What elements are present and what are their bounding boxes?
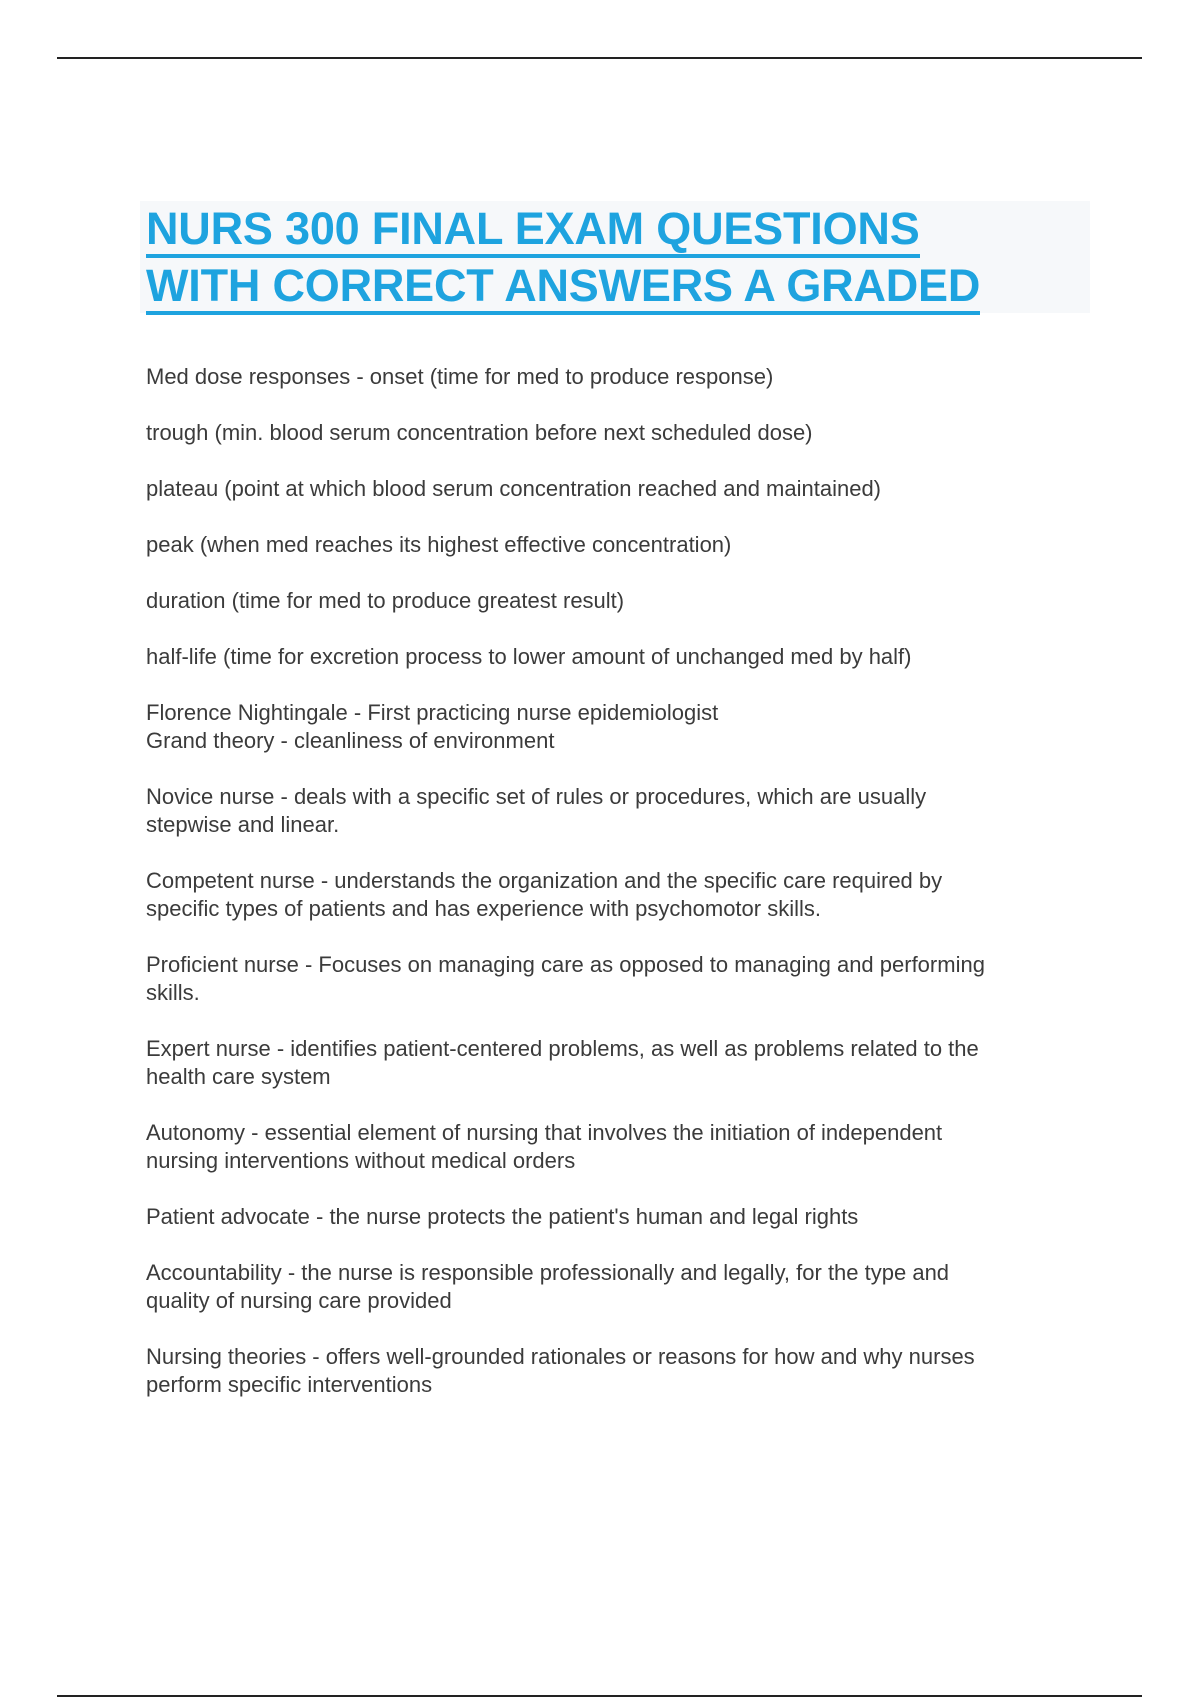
entry-text-line: Expert nurse - identifies patient-centered problems, as well as problems related to the — [146, 1036, 979, 1061]
entry-text-line: quality of nursing care provided — [146, 1288, 452, 1313]
list-item — [146, 1259, 1086, 1315]
document-title — [146, 200, 1086, 314]
entry-text-line: nursing interventions without medical orders — [146, 1148, 576, 1173]
entry-text-line: skills. — [146, 980, 200, 1005]
list-item — [146, 643, 1086, 671]
entry-text-line: Med dose responses - onset (time for med to produce response) — [146, 364, 774, 389]
list-item — [146, 1343, 1086, 1399]
list-item — [146, 1035, 1086, 1091]
entry-text-line: Accountability - the nurse is responsible professionally and legally, for the type and — [146, 1260, 950, 1285]
top-rule — [57, 57, 1142, 59]
title-line-2: WITH CORRECT ANSWERS A GRADED — [146, 260, 980, 315]
entry-text-line: stepwise and linear. — [146, 812, 340, 837]
entry-text-line: specific types of patients and has experience with psychomotor skills. — [146, 896, 821, 921]
entry-text-line: Nursing theories - offers well-grounded rationales or reasons for how and why nurses — [146, 1344, 975, 1369]
entry-text-line: trough (min. blood serum concentration before next scheduled dose) — [146, 420, 813, 445]
entry-text-line: Patient advocate - the nurse protects the patient's human and legal rights — [146, 1204, 859, 1229]
entry-text-line: peak (when med reaches its highest effective concentration) — [146, 532, 732, 557]
entry-text-line: Proficient nurse - Focuses on managing care as opposed to managing and performing — [146, 952, 985, 977]
entry-text-line: duration (time for med to produce greatest result) — [146, 588, 625, 613]
entry-text-line: perform specific interventions — [146, 1372, 433, 1397]
list-item — [146, 1203, 1086, 1231]
entry-text-line: half-life (time for excretion process to lower amount of unchanged med by half) — [146, 644, 912, 669]
list-item — [146, 1119, 1086, 1175]
entry-text-line: Competent nurse - understands the organization and the specific care required by — [146, 868, 943, 893]
bottom-rule — [57, 1695, 1142, 1697]
list-item — [146, 363, 1086, 391]
entry-text-line: Novice nurse - deals with a specific set of rules or procedures, which are usually — [146, 784, 927, 809]
entry-text-line: Grand theory - cleanliness of environment — [146, 728, 555, 753]
term-definition-list — [146, 363, 1086, 1427]
list-item — [146, 783, 1086, 839]
entry-text-line: Florence Nightingale - First practicing nurse epidemiologist — [146, 700, 719, 725]
list-item — [146, 531, 1086, 559]
list-item — [146, 699, 1086, 755]
entry-text-line: plateau (point at which blood serum concentration reached and maintained) — [146, 476, 882, 501]
list-item — [146, 475, 1086, 503]
list-item — [146, 587, 1086, 615]
list-item — [146, 419, 1086, 447]
list-item — [146, 951, 1086, 1007]
title-line-1: NURS 300 FINAL EXAM QUESTIONS — [146, 203, 920, 258]
list-item — [146, 867, 1086, 923]
entry-text-line: health care system — [146, 1064, 331, 1089]
entry-text-line: Autonomy - essential element of nursing that involves the initiation of independent — [146, 1120, 943, 1145]
